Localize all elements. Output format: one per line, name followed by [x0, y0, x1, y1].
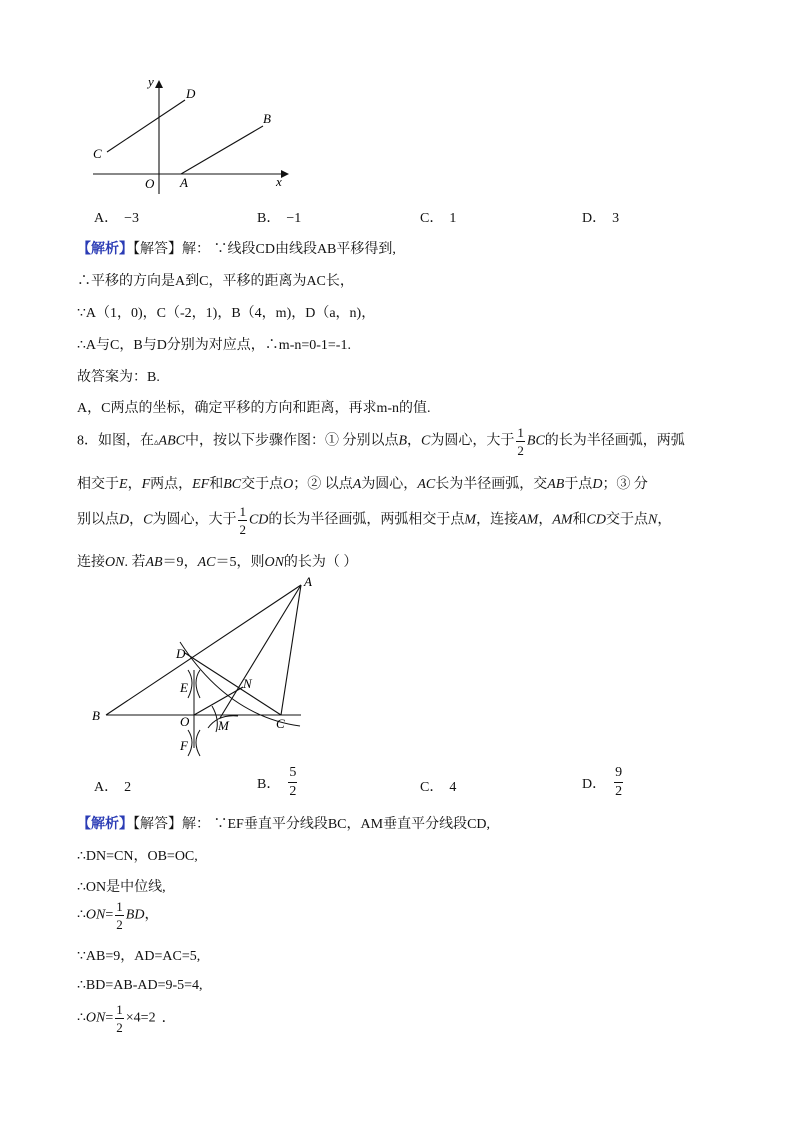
analysis-tag: 【解析】: [77, 242, 133, 257]
q7-label-y: y: [148, 74, 154, 89]
q8-option-a: A． 2: [94, 780, 132, 795]
q8-label-e: E: [180, 680, 188, 695]
q8-segment-am: [220, 585, 301, 718]
q7-segment-cd: [107, 100, 185, 152]
q7-solution-line-4: ∴A与C，B与D分别为对应点，∴m-n=0-1=-1.: [77, 338, 351, 353]
analysis-tag: 【解析】: [77, 817, 133, 832]
q7-solution-line-6: A，C两点的坐标，确定平移的方向和距离，再求m-n的值.: [77, 401, 431, 416]
q8-solution-line-6: ∴BD=AB-AD=9-5=4,: [77, 978, 203, 993]
q7-option-d: D． 3: [582, 211, 620, 226]
q8-label-c: C: [276, 716, 285, 731]
q8-arc-f: [188, 730, 192, 756]
q8-solution-line-4: ∴ON= $\frac{1}{2}$ BD，: [77, 899, 159, 932]
q7-option-a: A． −3: [94, 211, 140, 226]
q8-statement-line-1: 8．如图，在▵ABC中，按以下步骤作图：① 分别以点B，C为圆心，大于 $\frac{1}{2}$ BC的长为半径画弧，两弧: [77, 425, 685, 458]
q7-coordinate-figure: [85, 70, 295, 200]
q8-label-n: N: [243, 676, 252, 691]
q8-arc-m2: [212, 706, 217, 732]
q8-statement-line-3: 别以点D，C为圆心，大于 $\frac{1}{2}$ CD的长为半径画弧，两弧相交于点M，连接AM，AM和CD交于点N，: [77, 504, 672, 537]
q7-label-o: O: [145, 176, 155, 191]
q7-label-c: C: [93, 146, 102, 161]
q7-solution-line-1: 【解析】【解答】解： ∵线段CD由线段AB平移得到,: [77, 242, 396, 257]
q8-segment-ac: [281, 585, 301, 715]
q8-label-b: B: [92, 708, 100, 723]
q8-statement-line-2: 相交于E，F两点，EF和BC交于点O；② 以点A为圆心，AC长为半径画弧，交AB于点D；③ 分: [77, 477, 648, 492]
q8-option-d: D． $\frac{9}{2}$: [582, 765, 623, 799]
q7-label-b: B: [263, 111, 271, 126]
q7-label-a: A: [180, 175, 188, 190]
q8-option-b: B． $\frac{5}{2}$: [257, 765, 297, 799]
q8-arc-e: [188, 670, 192, 698]
q7-solution-line-2: ∴平移的方向是A到C，平移的距离为AC长，: [77, 274, 354, 289]
q7-segment-ab: [181, 126, 263, 174]
q8-segment-cd: [185, 653, 281, 715]
q7-label-x: x: [276, 174, 282, 189]
q8-arc-f2: [196, 730, 200, 756]
q8-arc-center-a: [180, 642, 300, 726]
q7-y-axis-arrow: [155, 80, 163, 88]
q8-construction-figure: [88, 570, 328, 760]
q8-label-d: D: [176, 646, 186, 661]
q8-solution-line-7: ∴ON= $\frac{1}{2}$ ×4=2 ．: [77, 1002, 176, 1035]
q8-label-f: F: [180, 738, 188, 753]
q7-solution-line-5: 故答案为：B.: [77, 370, 160, 385]
q8-solution-line-3: ∴ON是中位线,: [77, 880, 166, 895]
q7-option-c: C． 1: [420, 211, 457, 226]
q8-solution-line-5: ∵AB=9，AD=AC=5,: [77, 949, 201, 964]
q8-segment-ab: [106, 585, 301, 715]
q8-label-a: A: [304, 574, 312, 589]
q8-label-o: O: [180, 714, 190, 729]
q8-label-m: M: [218, 718, 229, 733]
q8-arc-e2: [196, 670, 200, 698]
q8-option-c: C． 4: [420, 780, 457, 795]
q7-solution-line-3: ∵A（1，0)，C（-2，1)，B（4，m)，D（a，n)，: [77, 306, 376, 321]
q8-statement-line-4: 连接ON. 若AB＝9，AC＝5，则ON的长为（ ）: [77, 555, 358, 570]
q7-option-b: B． −1: [257, 211, 302, 226]
q7-label-d: D: [186, 86, 196, 101]
q8-solution-line-2: ∴DN=CN，OB=OC,: [77, 849, 198, 864]
q8-solution-line-1: 【解析】【解答】解： ∵EF垂直平分线段BC，AM垂直平分线段CD,: [77, 817, 491, 832]
q7-x-axis-arrow: [281, 170, 289, 178]
